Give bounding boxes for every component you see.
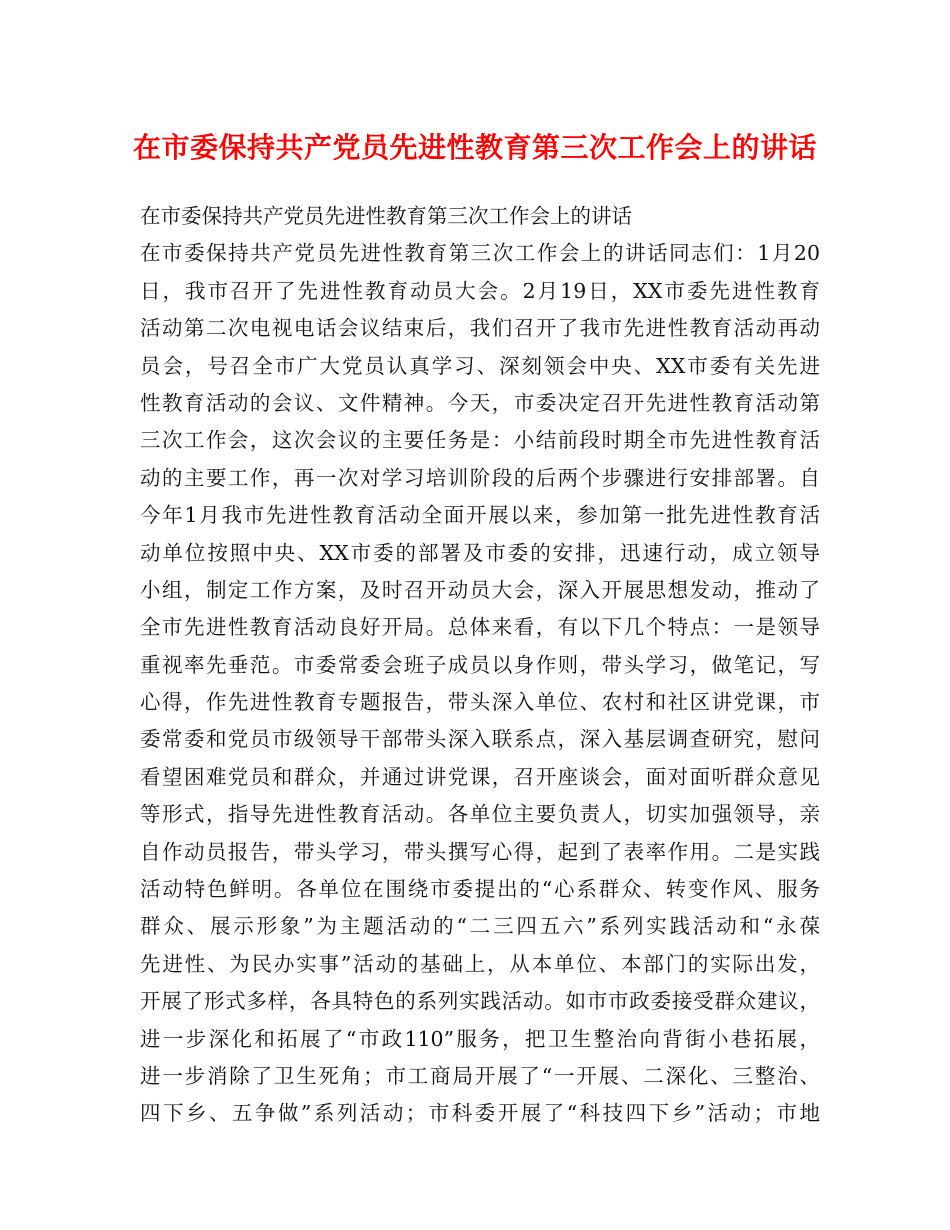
document-title: 在市委保持共产党员先进性教育第三次工作会上的讲话 xyxy=(132,131,817,164)
body-line: 今年1月我市先进性教育活动全面开展以来，参加第一批先进性教育活 xyxy=(140,503,820,528)
body-line: 三次工作会，这次会议的主要任务是：小结前段时期全市先进性教育活 xyxy=(140,428,820,453)
body-line: 看望困难党员和群众，并通过讲党课，召开座谈会，面对面听群众意见 xyxy=(140,764,820,789)
body-line: 自作动员报告，带头学习，带头撰写心得，起到了表率作用。二是实践 xyxy=(140,839,820,864)
body-line: 动单位按照中央、XX市委的部署及市委的安排，迅速行动，成立领导 xyxy=(140,540,820,565)
body-line: 在市委保持共产党员先进性教育第三次工作会上的讲话 xyxy=(140,204,632,228)
body-line: 开展了形式多样，各具特色的系列实践活动。如市市政委接受群众建议， xyxy=(140,989,820,1014)
body-line: 动的主要工作，再一次对学习培训阶段的后两个步骤进行安排部署。自 xyxy=(140,465,820,490)
body-line: 小组，制定工作方案，及时召开动员大会，深入开展思想发动，推动了 xyxy=(140,577,820,602)
body-line: 员会，号召全市广大党员认真学习、深刻领会中央、XX市委有关先进 xyxy=(140,353,820,378)
body-line: 活动第二次电视电话会议结束后，我们召开了我市先进性教育活动再动 xyxy=(140,316,820,341)
body-line: 重视率先垂范。市委常委会班子成员以身作则，带头学习，做笔记，写 xyxy=(140,652,820,677)
body-line: 进一步深化和拓展了“市政110”服务，把卫生整治向背街小巷拓展， xyxy=(140,1026,820,1051)
body-line: 先进性、为民办实事”活动的基础上，从本单位、本部门的实际出发， xyxy=(140,951,820,976)
body-line: 进一步消除了卫生死角；市工商局开展了“一开展、二深化、三整治、 xyxy=(140,1063,820,1088)
body-line: 性教育活动的会议、文件精神。今天，市委决定召开先进性教育活动第 xyxy=(140,390,820,415)
body-line: 四下乡、五争做”系列活动；市科委开展了“科技四下乡”活动；市地 xyxy=(140,1101,820,1126)
body-line: 心得，作先进性教育专题报告，带头深入单位、农村和社区讲党课，市 xyxy=(140,690,820,715)
body-line: 活动特色鲜明。各单位在围绕市委提出的“心系群众、转变作风、服务 xyxy=(140,877,820,902)
body-line: 全市先进性教育活动良好开局。总体来看，有以下几个特点：一是领导 xyxy=(140,615,820,640)
document-body xyxy=(140,198,820,1133)
body-line: 群众、展示形象”为主题活动的“二三四五六”系列实践活动和“永葆 xyxy=(140,914,820,939)
body-line: 等形式，指导先进性教育活动。各单位主要负责人，切实加强领导，亲 xyxy=(140,802,820,827)
body-line: 日，我市召开了先进性教育动员大会。2月19日，XX市委先进性教育 xyxy=(140,278,820,303)
body-line: 委常委和党员市级领导干部带头深入联系点，深入基层调查研究，慰问 xyxy=(140,727,820,752)
body-line: 在市委保持共产党员先进性教育第三次工作会上的讲话同志们：1月20 xyxy=(140,241,820,266)
